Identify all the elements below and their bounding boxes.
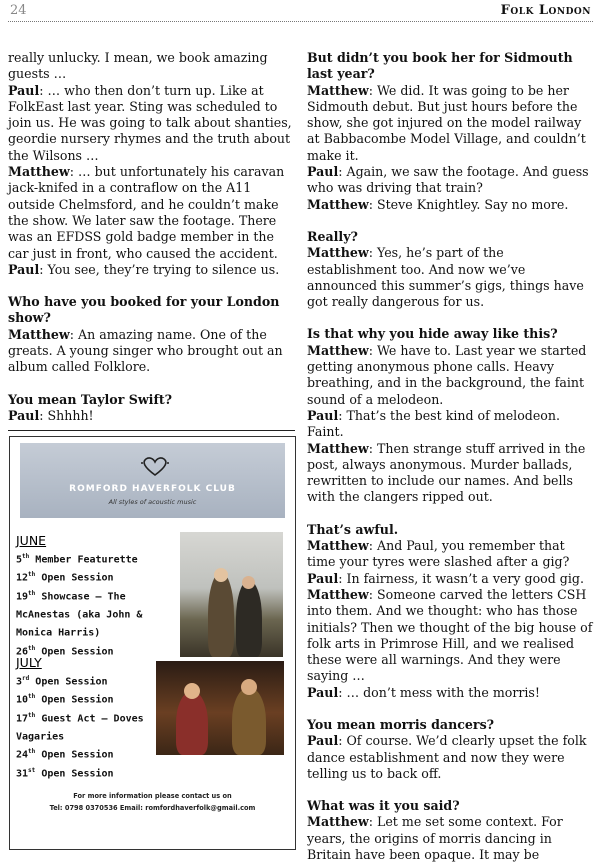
event-day: 26 [16,645,29,657]
speaker-name: Matthew [307,814,369,830]
event-line [16,744,144,762]
event-day: 24 [16,749,29,761]
dialogue-line [307,733,593,782]
dialogue-text: : … who then don’t turn up. Like at FolkEast last year. Sting was scheduled to join us. He was going to talk about shanties, geordie nursery rhymes and the truth about the Wilsons … [8,82,292,163]
event-day: 19 [16,590,29,602]
page-header [8,0,593,22]
event-day-suffix: th [28,748,36,756]
event-day: 17 [16,712,29,724]
flyer-top-rule [8,430,295,431]
event-line [16,604,142,622]
dialogue-text: : You see, they’re trying to silence us. [39,261,280,277]
dialogue-line [307,245,593,310]
event-text: Open Session [41,694,114,706]
event-day-suffix: th [22,553,30,560]
dialogue-text: : Of course. We’d clearly upset the folk dance establishment and now they were telling us to back off. [307,733,587,781]
june-events [16,549,142,659]
dialogue-line [8,262,293,278]
june-heading: JUNE [16,533,47,548]
dialogue-line [8,164,293,262]
interview-question: But didn’t you book her for Sidmouth last year? [307,50,573,82]
speaker-name: Paul [307,164,339,180]
event-line [16,689,144,707]
club-tagline: All styles of acoustic music [108,498,197,506]
paragraph-gap [307,310,593,326]
dialogue-line [307,83,593,164]
event-text: Showcase – The [41,590,126,602]
header-rule [8,21,593,22]
dialogue-line [307,571,593,587]
july-events [16,671,144,781]
event-line [16,671,144,689]
heart-clef-icon [140,455,170,477]
speaker-name: Matthew [8,326,70,342]
dialogue-text: : Let me set some context. For years, the origins of morris dancing in Britain have been opaque. It may be [307,814,563,863]
publication-title: Folk London [500,3,591,18]
event-text: Vagaries [16,731,65,743]
club-flyer [9,436,296,850]
july-heading: JULY [16,655,42,670]
speaker-name: Matthew [8,164,70,180]
event-day: 10 [16,694,29,706]
speaker-name: Paul [307,570,339,586]
dialogue-text: : That’s the best kind of melodeon. Faint. [307,407,560,440]
speaker-name: Matthew [307,196,369,212]
speaker-name: Matthew [307,538,369,554]
musicians-photo [180,532,283,657]
event-line [16,549,142,567]
event-day-suffix: th [28,589,36,597]
paragraph-gap [307,213,593,229]
interview-question: What was it you said? [307,798,460,814]
paragraph-gap [8,278,293,294]
continued-text: really unlucky. I mean, we book amazing guests … [8,50,268,82]
dialogue-line [8,408,293,424]
event-text: Member Featurette [35,554,138,566]
event-line [16,763,144,781]
event-line [16,567,142,585]
dialogue-text: : Again, we saw the footage. And guess who was driving that train? [307,164,589,196]
event-text: Open Session [41,645,114,657]
speaker-name: Paul [8,82,40,98]
dialogue-line [307,814,593,863]
interview-question: You mean morris dancers? [307,716,495,732]
event-day: 12 [16,572,29,584]
paragraph-gap [307,506,593,522]
paragraph-gap [307,701,593,717]
right-column [307,50,593,863]
flyer-banner [20,443,285,518]
event-day-suffix: th [28,571,36,579]
dialogue-text: : … but unfortunately his caravan jack-knifed in a contraflow on the A11 outside Chelmsford, and he couldn’t make the show. We later saw the footage. There was an EFDSS gold badge member in the car just in front, who caused the accident. [8,164,285,261]
dialogue-line [8,327,293,376]
interview-question: Really? [307,228,358,244]
event-text: Guest Act – Doves [41,712,144,724]
paragraph-gap [307,782,593,798]
speaker-name: Matthew [307,586,369,602]
event-day: 5 [16,554,23,566]
event-text: Monica Harris) [16,627,101,639]
dialogue-line [307,343,593,408]
left-column [8,50,293,424]
event-text: Open Session [35,676,108,688]
dialogue-text: : … don’t mess with the morris! [338,684,540,700]
event-line [16,708,144,726]
event-day-suffix: th [28,644,36,652]
interview-question: Is that why you hide away like this? [307,326,558,342]
dialogue-text: : Someone carved the letters CSH into them. And we thought: who has those initials? Then we thought of the big house of folk arts in Primrose Hill, and we realised these were all warnings. And they were saying … [307,586,593,684]
contact-line-1: For more information please contact us on [73,792,232,800]
speaker-name: Matthew [307,245,369,261]
dialogue-line [307,197,593,213]
club-name: ROMFORD HAVERFOLK CLUB [69,484,236,494]
event-text: Open Session [41,767,114,779]
speaker-name: Paul [307,407,339,423]
dialogue-text: : And Paul, you remember that time your tyres were slashed after a gig? [307,538,570,570]
page-number: 24 [10,3,27,18]
dialogue-text: : An amazing name. One of the greats. A young singer who brought out an album called Folklore. [8,326,283,375]
dialogue-line [307,538,593,571]
guest-act-photo [156,661,284,755]
dialogue-text: : We have to. Last year we started getting anonymous phone calls. Heavy breathing, and in the background, the faint sound of a melodeon. [307,342,587,407]
dialogue-text: : Then strange stuff arrived in the post, always anonymous. Murder ballads, rewritten to include our names. And bells with the clangers ripped out. [307,440,586,505]
paragraph-gap [8,376,293,392]
event-text: Open Session [41,749,114,761]
interview-question: Who have you booked for your London show? [8,294,280,326]
dialogue-line [307,164,593,197]
dialogue-text: : Steve Knightley. Say no more. [368,196,569,212]
dialogue-text: : In fairness, it wasn’t a very good gig. [338,570,584,586]
speaker-name: Paul [8,407,40,423]
dialogue-line [307,685,593,701]
event-line [16,586,142,604]
speaker-name: Matthew [307,342,369,358]
speaker-name: Matthew [307,82,369,98]
event-text: Open Session [41,572,114,584]
speaker-name: Paul [307,733,339,749]
interview-question: You mean Taylor Swift? [8,391,173,407]
dialogue-text: : Yes, he’s part of the establishment too. And now we’ve announced this summer’s gigs, things have got really dangerous for us. [307,245,584,310]
dialogue-text: : We did. It was going to be her Sidmouth debut. But just hours before the show, she got injured on the model railway at Babbacombe Model Village, and couldn’t make it. [307,82,586,163]
dialogue-text: : Shhhh! [39,407,94,423]
speaker-name: Paul [307,684,339,700]
speaker-name: Paul [8,261,40,277]
event-line [16,726,144,744]
event-day-suffix: th [28,693,36,701]
event-day-suffix: th [28,711,36,719]
dialogue-line [307,587,593,685]
event-day: 3 [16,676,23,688]
dialogue-line [307,441,593,506]
event-day: 31 [16,767,29,779]
speaker-name: Matthew [307,440,369,456]
dialogue-line [8,83,293,164]
contact-line-2: Tel: 0798 0370536 Email: romfordhaverfolk@gmail.com [49,804,256,812]
event-line [16,622,142,640]
event-day-suffix: st [28,766,36,774]
event-day-suffix: rd [22,675,30,682]
dialogue-line [307,408,593,441]
event-text: McAnestas (aka John & [16,609,143,621]
interview-question: That’s awful. [307,521,399,537]
